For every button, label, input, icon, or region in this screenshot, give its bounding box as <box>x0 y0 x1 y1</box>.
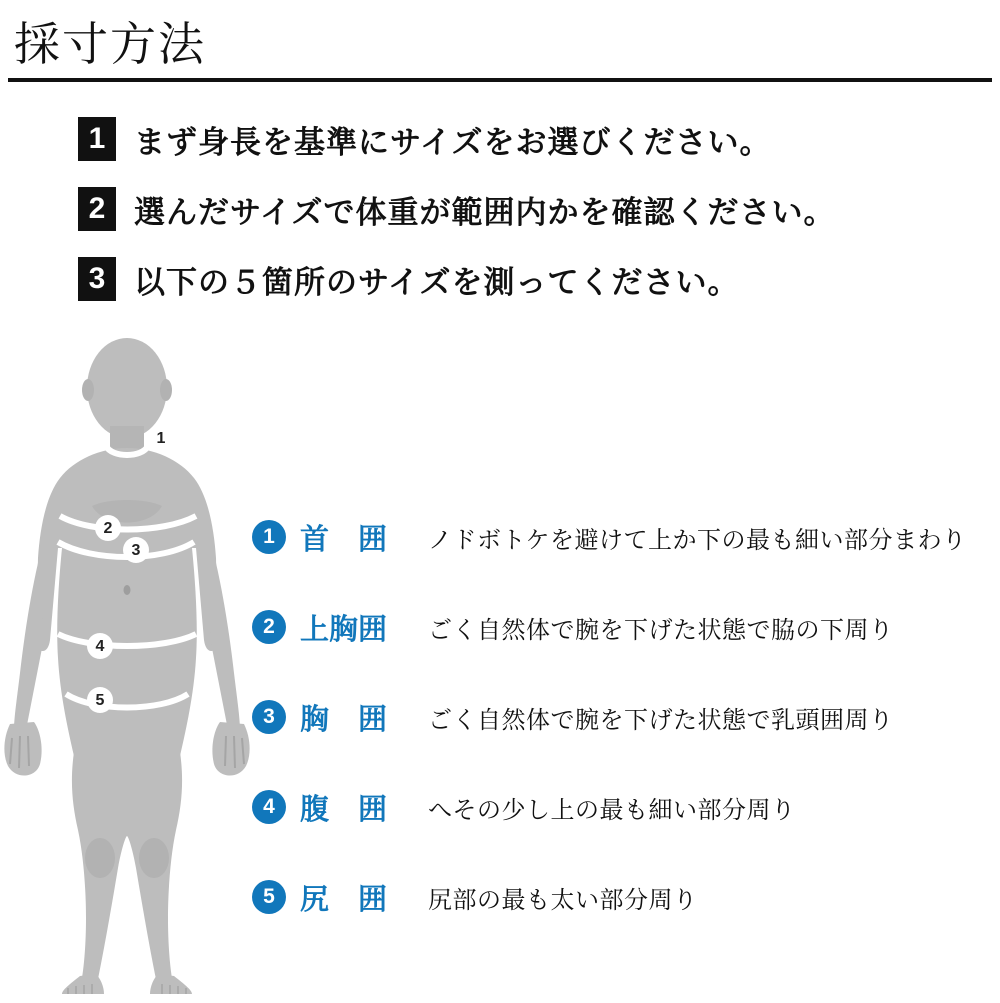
measurement-description: へその少し上の最も細い部分周り <box>428 796 796 824</box>
step-item <box>78 174 978 244</box>
step-item <box>78 104 978 174</box>
svg-text:3: 3 <box>131 542 141 559</box>
step-text: 選んだサイズで体重が範囲内かを確認ください。 <box>134 194 836 230</box>
measurement-label: 上胸囲 <box>300 613 388 646</box>
steps-list <box>78 104 978 314</box>
step-text: まず身長を基準にサイズをお選びください。 <box>134 124 772 160</box>
measurement-label: 腹 囲 <box>300 793 388 826</box>
list-item <box>252 582 1000 672</box>
svg-text:2: 2 <box>103 520 113 537</box>
measurement-badge: 1 <box>252 520 286 554</box>
body-silhouette <box>4 338 249 994</box>
measurement-description: ごく自然体で腕を下げた状態で脇の下周り <box>428 616 894 644</box>
measurement-label: 首 囲 <box>300 523 388 556</box>
step-text: 以下の５箇所のサイズを測ってください。 <box>134 264 740 300</box>
measurement-badge: 2 <box>252 610 286 644</box>
measurement-badge: 3 <box>252 700 286 734</box>
measurement-list <box>252 492 1000 942</box>
measurement-description: 尻部の最も太い部分周り <box>428 886 698 914</box>
step-number-badge: 1 <box>78 117 116 161</box>
step-item <box>78 244 978 314</box>
measurement-description: ごく自然体で腕を下げた状態で乳頭囲周り <box>428 706 894 734</box>
measurement-label: 胸 囲 <box>300 703 388 736</box>
measurement-badge: 4 <box>252 790 286 824</box>
list-item <box>252 762 1000 852</box>
list-item <box>252 492 1000 582</box>
measurement-label: 尻 囲 <box>300 883 388 916</box>
list-item <box>252 852 1000 942</box>
svg-text:5: 5 <box>95 692 105 709</box>
measurement-badge: 5 <box>252 880 286 914</box>
body-figure <box>0 338 270 998</box>
measurement-description: ノドボトケを避けて上か下の最も細い部分まわり <box>428 526 967 554</box>
svg-text:1: 1 <box>156 430 166 447</box>
list-item <box>252 672 1000 762</box>
svg-text:4: 4 <box>95 638 105 655</box>
page-title: 採寸方法 <box>14 18 206 70</box>
step-number-badge: 3 <box>78 257 116 301</box>
step-number-badge: 2 <box>78 187 116 231</box>
title-divider <box>8 78 992 82</box>
